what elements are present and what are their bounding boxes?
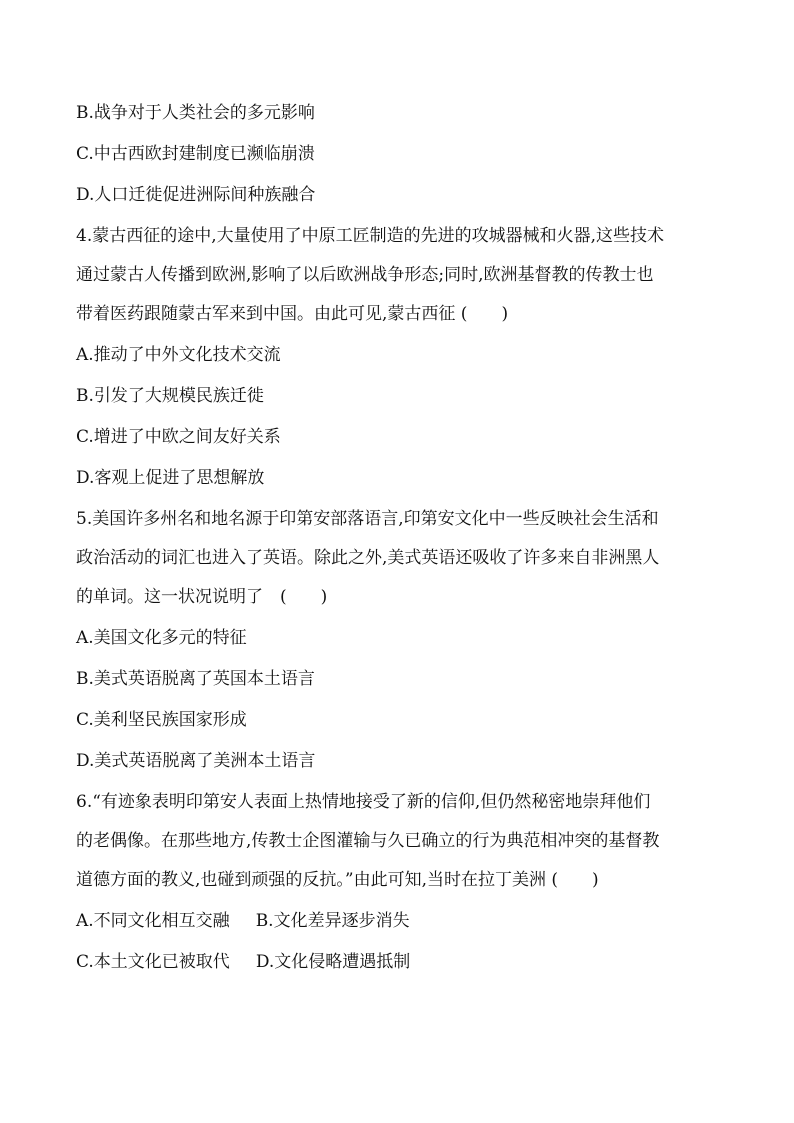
question-6-option-a: A.不同文化相互交融 <box>76 911 230 931</box>
question-5-option-a: A.美国文化多元的特征 <box>76 628 247 648</box>
question-4 <box>76 226 736 488</box>
question-4-option-d: D.客观上促进了思想解放 <box>76 468 265 488</box>
question-6-option-b: B.文化差异逐步消失 <box>255 911 410 931</box>
question-6 <box>76 792 736 972</box>
question-5 <box>76 509 736 771</box>
question-6-options-row-2 <box>76 952 736 972</box>
continued-question-options <box>76 103 736 205</box>
option-d: D.人口迁徙促进洲际间种族融合 <box>76 185 316 205</box>
question-5-stem-line: 的单词。这一状况说明了 ( ) <box>76 587 328 607</box>
question-4-option-b: B.引发了大规模民族迁徙 <box>76 386 264 406</box>
option-b: B.战争对于人类社会的多元影响 <box>76 103 315 123</box>
question-4-option-a: A.推动了中外文化技术交流 <box>76 345 281 365</box>
question-6-stem-line: 6.“有迹象表明印第安人表面上热情地接受了新的信仰,但仍然秘密地崇拜他们 <box>76 792 651 812</box>
option-c: C.中古西欧封建制度已濒临崩溃 <box>76 144 315 164</box>
question-4-stem-line: 通过蒙古人传播到欧洲,影响了以后欧洲战争形态;同时,欧洲基督教的传教士也 <box>76 265 654 285</box>
question-6-options-row-1 <box>76 911 736 931</box>
question-5-option-d: D.美式英语脱离了美洲本土语言 <box>76 751 316 771</box>
question-6-stem-line: 的老偶像。在那些地方,传教士企图灌输与久已确立的行为典范相冲突的基督教 <box>76 831 660 851</box>
worksheet-page <box>76 103 736 993</box>
question-4-stem-line: 4.蒙古西征的途中,大量使用了中原工匠制造的先进的攻城器械和火器,这些技术 <box>76 226 665 246</box>
question-6-option-c: C.本土文化已被取代 <box>76 952 230 972</box>
question-5-option-c: C.美利坚民族国家形成 <box>76 710 247 730</box>
question-6-stem-line: 道德方面的教义,也碰到顽强的反抗。”由此可知,当时在拉丁美洲 ( ) <box>76 870 599 890</box>
question-5-stem-line: 政治活动的词汇也进入了英语。除此之外,美式英语还吸收了许多来自非洲黑人 <box>76 548 660 568</box>
question-4-option-c: C.增进了中欧之间友好关系 <box>76 427 281 447</box>
question-5-option-b: B.美式英语脱离了英国本土语言 <box>76 669 315 689</box>
question-4-stem-line: 带着医药跟随蒙古军来到中国。由此可见,蒙古西征 ( ) <box>76 304 509 324</box>
question-5-stem-line: 5.美国许多州名和地名源于印第安部落语言,印第安文化中一些反映社会生活和 <box>76 509 659 529</box>
question-6-option-d: D.文化侵略遭遇抵制 <box>255 952 411 972</box>
